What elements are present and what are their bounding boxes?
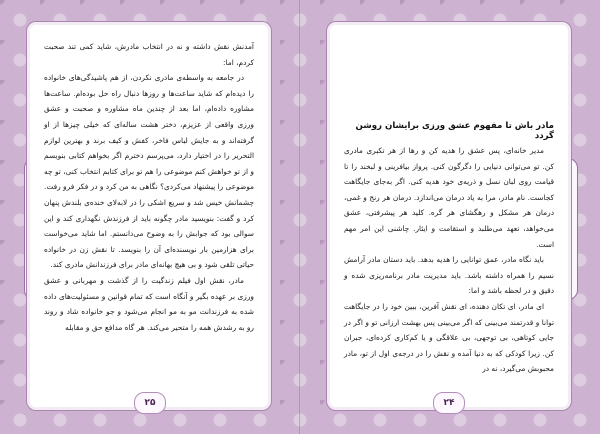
right-page-number: ۲۴	[433, 392, 465, 414]
left-page-number: ۲۵	[134, 392, 166, 414]
right-page-body	[344, 143, 554, 377]
chapter-heading: مادر باش تا مفهوم عشق ورزی برایشان روشن گردد	[355, 121, 554, 141]
left-paragraph-2: در جامعه به واسطه‌ی مادری نکردن، از هم پاشیدگی‌های خانواده را دیده‌ام که شاید ساعت‌ها و روزها دنبال راه حل بوده‌ام. ساعت‌ها مشاوره داده‌ام، اما بعد از چندین ماه مشاوره و صحبت و عشق ورزی واقعی از عزیزم، دختر هشت ساله‌ای که خیلی چیزها از او گرفته‌اند و به جایش لباس فاخر، کفش و کیف برند و بهترین لوازم التحریر را در اختیار دارد، می‌پرسم دخترم اگر بخواهم کتابی بنویسم و از تو خواهش کنم موضوعی را هم تو برای کتابم انتخاب کنی، تو چه موضوعی را پیشنهاد می‌کردی؟ نگاهی به من کرد و در فکر فرو رفت. چشمانش خیس شد و سریع اشکی را در لابه‌لای خنده‌ی بلندش پنهان کرد و گفت: بنویسید مادر چگونه باید از فرزندش نگهداری کند و این سوالی بود که جوابش را به وضوح می‌دانستم. اما شاید می‌خواست برای هزارمین بار نویسنده‌ای آن را بنویسد. تا نقش زن در خانواده حیاتی تلقی شود و بی هیچ بهانه‌ای مادر برای فرزندانش مادری کند.	[44, 73, 254, 270]
right-paragraph-2: باید نگاه مادر، عمق توانایی را هدیه بدهد. باید دستان مادر آرامش نسیم را همراه داشته باشد. باید مدیریت مادر برنامه‌ریزی شده و دقیق و در لحظه باشد و اما:	[344, 255, 554, 296]
right-paragraph-1: مدیر خانه‌ای، پس عشق را هدیه کن و رها از هر تکبری مادری کن. تو می‌توانی دنیایی را دگرگون کنی. پرواز بیافرینی و لبخند را تا قیامت روی لبان نسل و ذریه‌ی خود هدیه کنی. اگر به‌جای جایگاهت کجاست. نام مادر، مرا به یاد درمان می‌اندازد. درمان هر رنج و غمی، درمان هر مشکل و رهگشای هر گره. کلید هر پیشرفتی، عشق می‌خواهد، تعهد می‌طلبد و استقامت و ایثار. چاشنی این امر مهم است.	[344, 146, 554, 249]
book-gutter	[299, 0, 301, 434]
left-page	[30, 25, 268, 407]
right-page	[330, 25, 568, 407]
right-paragraph-3: ای مادر، ای تکان دهنده، ای نقش آفرین، ببین خود را در جایگاهت توانا و قدرتمند می‌بینی که اگر می‌بینی پس بهشت ارزانی تو و اگر در جایی کوتاهی، بی توجهی، بی علاقگی و یا کم‌کاری کرده‌ای، جبران کن. زیرا کودکی که به دنیا آمده و نقش را در درجه‌ی اول از تو، مادر محبوبش می‌گیرد، نه در	[344, 301, 554, 374]
left-page-body	[44, 39, 254, 335]
left-paragraph-1: آمدنش نقش داشته و نه در انتخاب مادرش، شاید کمی تند صحبت کردم، اما:	[44, 42, 254, 67]
left-paragraph-3: مادر، نقش اول فیلم زندگیت را از گذشت و مهربانی و عشق ورزی بر عهده بگیر و آنگاه است که تمام قوانین و مسئولیت‌های داده شده به فرزندانت مو به مو انجام می‌شود و جو خانواده شاد و روند رو به رشدش همه را متحیر می‌کند. هر گاه مدافع حق و مقابله	[44, 275, 254, 332]
